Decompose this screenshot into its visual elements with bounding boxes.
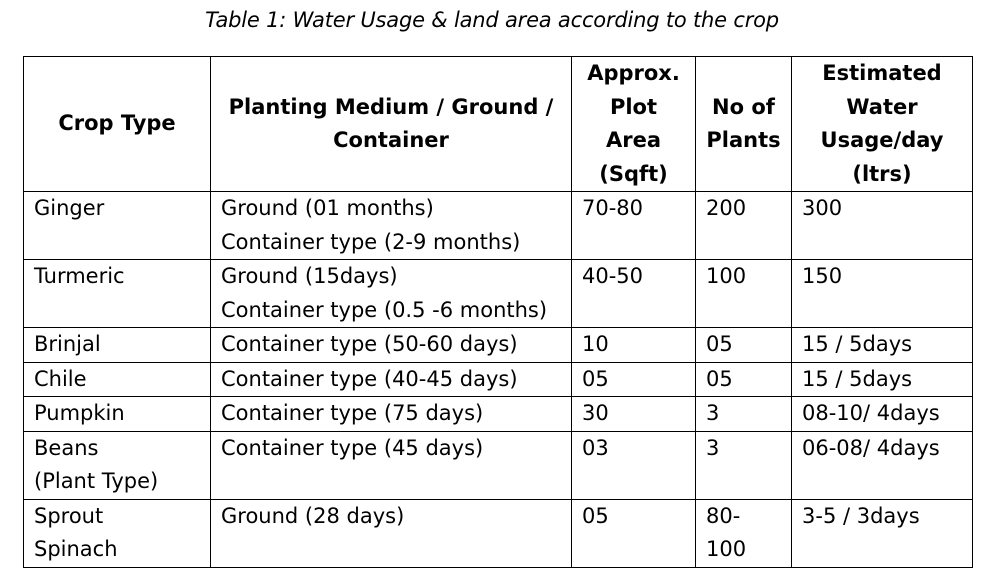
cell-text-line: Sprout	[34, 503, 104, 528]
cell-planting-medium	[211, 397, 572, 432]
cell-text-line: 100	[706, 264, 747, 288]
cell-text-line: 3	[706, 401, 720, 425]
cell-plot-area	[572, 192, 696, 260]
header-text-line: (ltrs)	[852, 161, 912, 186]
cell-text-line: Ground (01 months)	[221, 196, 434, 220]
cell-no-of-plants	[696, 362, 792, 397]
cell-crop-type	[24, 499, 211, 567]
cell-text-line: 15 / 5days	[802, 332, 913, 356]
cell-plot-area	[572, 397, 696, 432]
table-row	[24, 260, 973, 328]
cell-planting-medium	[211, 328, 572, 363]
table-row	[24, 192, 973, 260]
cell-text-line: 03	[582, 435, 609, 460]
cell-text-line: 05	[706, 332, 733, 356]
cell-no-of-plants	[696, 499, 792, 567]
cell-text-line: 06-08/ 4days	[802, 435, 940, 460]
cell-planting-medium	[211, 260, 572, 328]
cell-text-line: Chile	[34, 366, 87, 391]
header-text-line: Estimated	[822, 61, 942, 85]
cell-text-line: 80-	[706, 503, 741, 528]
cell-plot-area	[572, 328, 696, 363]
header-text-line: No of	[712, 94, 775, 119]
table-row	[24, 328, 973, 363]
cell-text-line: 100	[706, 537, 747, 561]
cell-planting-medium	[211, 431, 572, 499]
table-row	[24, 499, 973, 567]
cell-text-line: Ground (15days)	[221, 264, 398, 288]
cell-text-line: 300	[802, 196, 843, 220]
cell-text-line: Container type (45 days)	[221, 435, 484, 460]
cell-planting-medium	[211, 499, 572, 567]
table-row	[24, 362, 973, 397]
header-text-line: Water	[846, 94, 918, 119]
cell-text-line: 3-5 / 3days	[802, 503, 920, 528]
cell-text-line: Container type (50-60 days)	[221, 332, 518, 356]
cell-plot-area	[572, 431, 696, 499]
cell-plot-area	[572, 499, 696, 567]
header-text-line: Container	[333, 128, 449, 152]
header-text-line: Planting Medium / Ground /	[228, 94, 554, 119]
cell-water-usage	[792, 260, 973, 328]
cell-water-usage	[792, 499, 973, 567]
cell-no-of-plants	[696, 192, 792, 260]
cell-text-line: 3	[706, 435, 720, 460]
cell-crop-type	[24, 192, 211, 260]
cell-water-usage	[792, 192, 973, 260]
cell-no-of-plants	[696, 260, 792, 328]
cell-text-line: 40-50	[582, 264, 644, 288]
cell-crop-type	[24, 260, 211, 328]
cell-water-usage	[792, 328, 973, 363]
cell-text-line: 70-80	[582, 196, 644, 220]
cell-water-usage	[792, 431, 973, 499]
cell-text-line: 05	[582, 503, 609, 528]
cell-no-of-plants	[696, 328, 792, 363]
cell-text-line: (Plant Type)	[34, 469, 159, 493]
header-planting-medium	[211, 57, 572, 192]
header-row	[24, 57, 973, 192]
cell-text-line: 15 / 5days	[802, 366, 913, 391]
header-text-line: Usage/day	[820, 128, 944, 152]
cell-plot-area	[572, 260, 696, 328]
cell-text-line: Spinach	[34, 537, 118, 561]
cell-text-line: Container type (40-45 days)	[221, 366, 518, 391]
cell-text-line: 200	[706, 196, 747, 220]
header-no-of-plants	[696, 57, 792, 192]
cell-text-line: Pumpkin	[34, 401, 125, 425]
cell-no-of-plants	[696, 397, 792, 432]
cell-plot-area	[572, 362, 696, 397]
header-plot-area	[572, 57, 696, 192]
cell-crop-type	[24, 397, 211, 432]
cell-text-line: Brinjal	[34, 332, 101, 356]
cell-text-line: 150	[802, 264, 843, 288]
cell-text-line: Turmeric	[34, 264, 125, 288]
cell-crop-type	[24, 362, 211, 397]
cell-text-line: 05	[582, 366, 609, 391]
cell-planting-medium	[211, 362, 572, 397]
cell-text-line: 05	[706, 366, 733, 391]
table-row	[24, 397, 973, 432]
cell-text-line: Container type (75 days)	[221, 401, 484, 425]
cell-text-line: Ground (28 days)	[221, 503, 405, 528]
header-water-usage	[792, 57, 973, 192]
cell-text-line: Container type (2-9 months)	[221, 229, 521, 254]
header-text-line: (Sqft)	[599, 161, 668, 186]
header-text-line: Plants	[706, 128, 781, 152]
header-text-line: Plot	[609, 94, 658, 119]
header-text-line: Approx.	[587, 61, 680, 85]
crop-water-table	[23, 56, 973, 568]
cell-water-usage	[792, 362, 973, 397]
cell-text-line: Ginger	[34, 196, 105, 220]
cell-no-of-plants	[696, 431, 792, 499]
cell-text-line: 10	[582, 332, 609, 356]
header-text-line: Area	[605, 128, 662, 152]
cell-water-usage	[792, 397, 973, 432]
cell-text-line: 08-10/ 4days	[802, 401, 940, 425]
header-crop-type	[24, 57, 211, 192]
table-row	[24, 431, 973, 499]
cell-text-line: 30	[582, 401, 609, 425]
table-caption: Table 1: Water Usage & land area according to the crop	[205, 8, 779, 32]
cell-text-line: Beans	[34, 435, 99, 460]
cell-text-line: Container type (0.5 -6 months)	[221, 297, 548, 322]
header-text-line: Crop Type	[58, 111, 176, 136]
cell-crop-type	[24, 328, 211, 363]
cell-crop-type	[24, 431, 211, 499]
cell-planting-medium	[211, 192, 572, 260]
